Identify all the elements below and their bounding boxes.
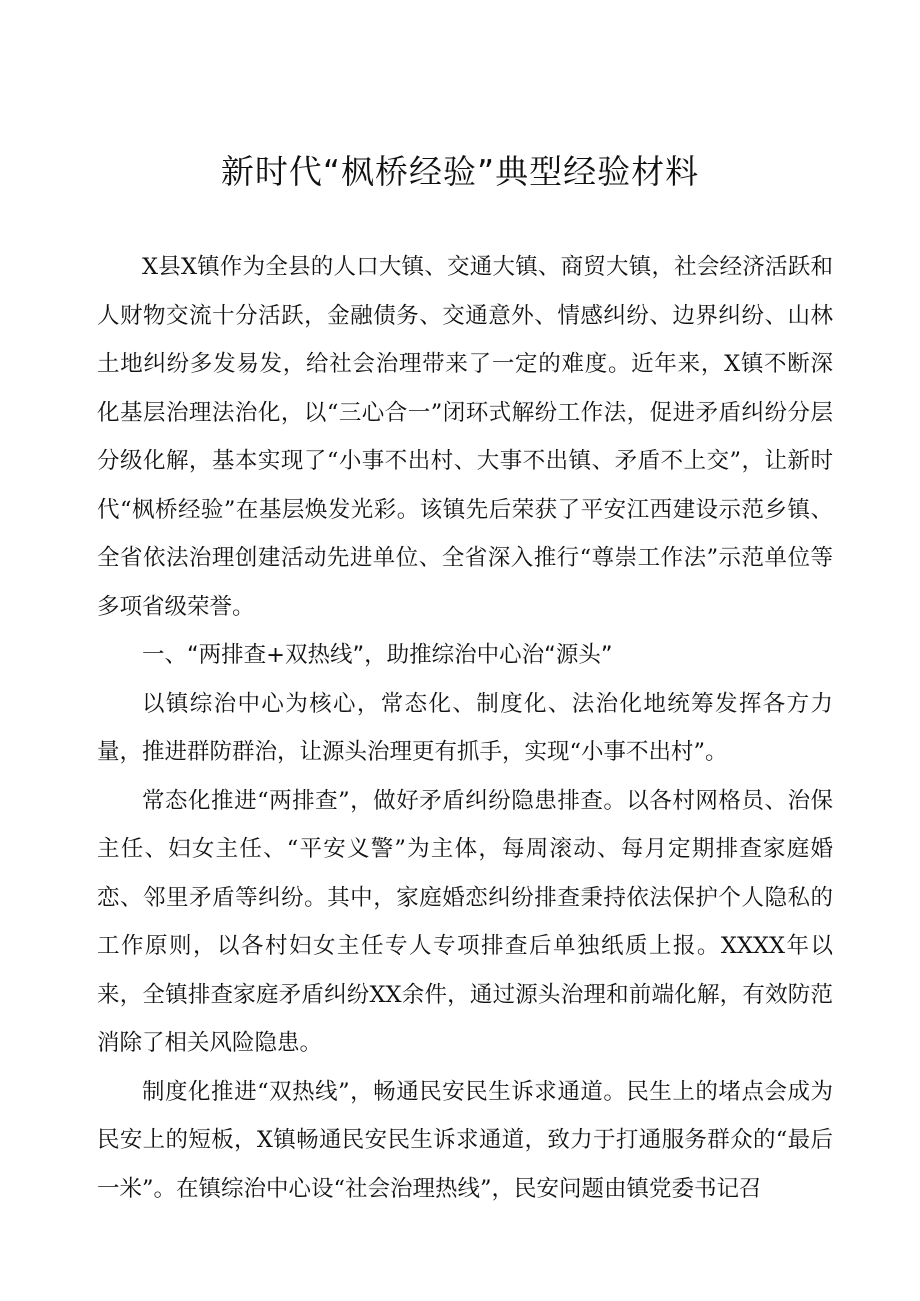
- document-body: [97, 243, 833, 1213]
- two-investigations-paragraph: 常态化推进“两排查”，做好矛盾纠纷隐患排查。以各村网格员、治保主任、妇女主任、“平安义警”为主体，每周滚动、每月定期排查家庭婚恋、邻里矛盾等纠纷。其中，家庭婚恋纠纷排查秉持依法保护个人隐私的工作原则，以各村妇女主任专人专项排查后单独纸质上报。XXXX年以来，全镇排查家庭矛盾纠纷XX余件，通过源头治理和前端化解，有效防范消除了相关风险隐患。: [97, 787, 833, 1056]
- section-heading-1: 一、“两排查+双热线”，助推综治中心治“源头”: [142, 642, 613, 668]
- section-1-intro-paragraph: 以镇综治中心为核心，常态化、制度化、法治化地统筹发挥各方力量，推进群防群治，让源头治理更有抓手，实现“小事不出村”。: [97, 690, 833, 765]
- intro-paragraph: X县X镇作为全县的人口大镇、交通大镇、商贸大镇，社会经济活跃和人财物交流十分活跃，金融债务、交通意外、情感纠纷、边界纠纷、山林土地纠纷多发易发，给社会治理带来了一定的难度。近年来，X镇不断深化基层治理法治化，以“三心合一”闭环式解纷工作法，促进矛盾纠纷分层分级化解，基本实现了“小事不出村、大事不出镇、矛盾不上交”，让新时代“枫桥经验”在基层焕发光彩。该镇先后荣获了平安江西建设示范乡镇、全省依法治理创建活动先进单位、全省深入推行“尊崇工作法”示范单位等多项省级荣誉。: [97, 254, 833, 620]
- dual-hotline-paragraph: 制度化推进“双热线”，畅通民安民生诉求通道。民生上的堵点会成为民安上的短板，X镇畅通民安民生诉求通道，致力于打通服务群众的“最后一米”。在镇综治中心设“社会治理热线”，民安问题由镇党委书记召: [97, 1078, 833, 1202]
- document-title: 新时代“枫桥经验”典型经验材料: [220, 152, 700, 191]
